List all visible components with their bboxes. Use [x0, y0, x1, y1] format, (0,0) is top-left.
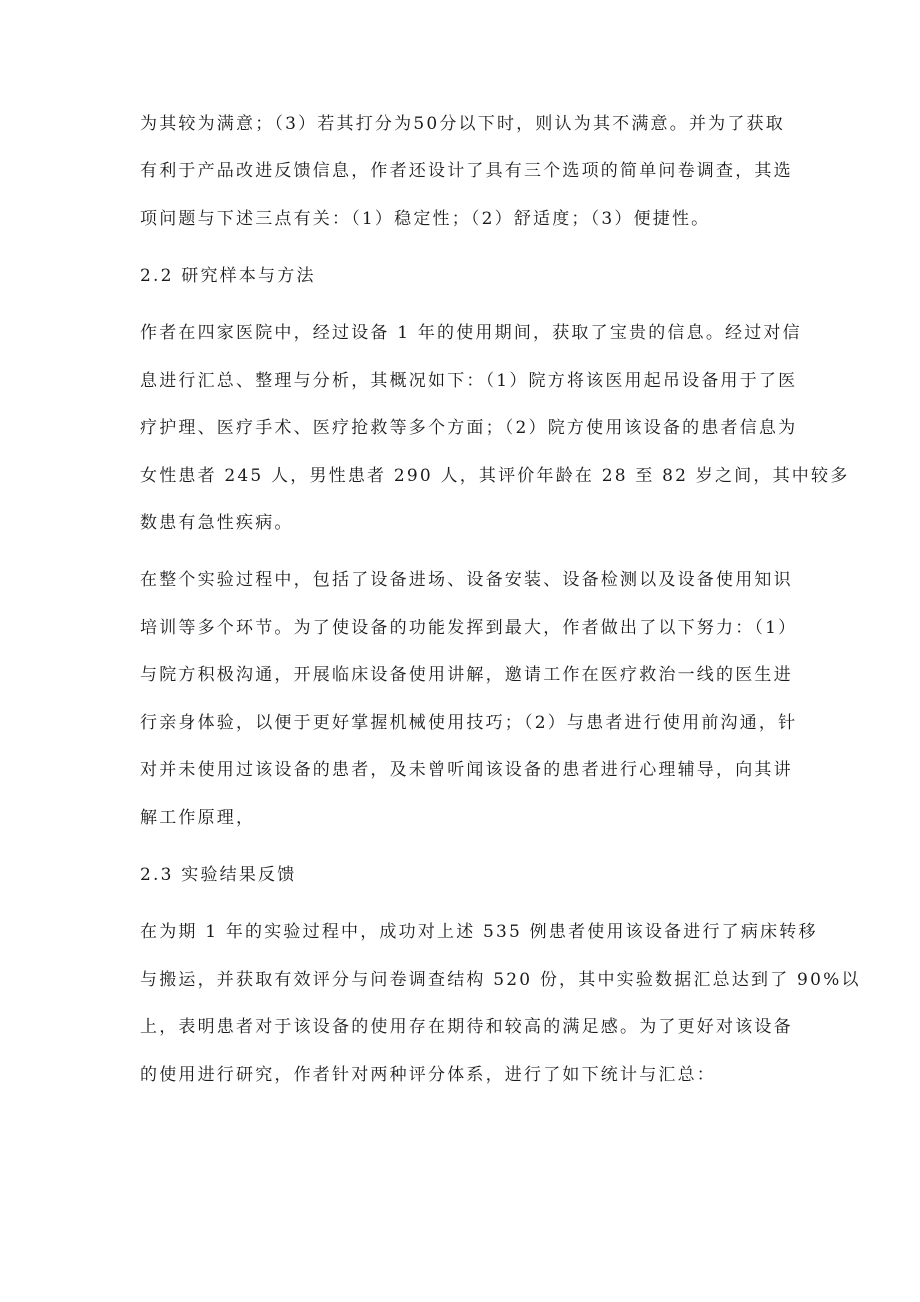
paragraph-line: 有利于产品改进反馈信息，作者还设计了具有三个选项的简单问卷调查，其选 — [140, 161, 793, 181]
paragraph-line: 对并未使用过该设备的患者，及未曾听闻该设备的患者进行心理辅导，向其讲 — [140, 760, 793, 780]
paragraph-line: 在为期 1 年的实验过程中，成功对上述 535 例患者使用该设备进行了病床转移 — [140, 922, 818, 942]
paragraph-line: 女性患者 245 人，男性患者 290 人，其评价年龄在 28 至 82 岁之间，其中较多 — [140, 466, 850, 486]
paragraph-line: 疗护理、医疗手术、医疗抢救等多个方面；（2）院方使用该设备的患者信息为 — [140, 418, 798, 438]
paragraph-line: 息进行汇总、整理与分析，其概况如下：（1）院方将该医用起吊设备用于了医 — [140, 371, 798, 391]
section-heading: 2.2 研究样本与方法 — [140, 266, 316, 286]
paragraph-line: 培训等多个环节。为了使设备的功能发挥到最大，作者做出了以下努力：（1） — [140, 618, 798, 638]
paragraph-line: 解工作原理， — [140, 808, 256, 828]
paragraph-line: 与搬运，并获取有效评分与问卷调查结构 520 份，其中实验数据汇总达到了 90%以 — [140, 970, 861, 990]
paragraph-line: 行亲身体验，以便于更好掌握机械使用技巧；（2）与患者进行使用前沟通，针 — [140, 713, 798, 733]
section-heading: 2.3 实验结果反馈 — [140, 865, 297, 885]
paragraph-line: 上，表明患者对于该设备的使用存在期待和较高的满足感。为了更好对该设备 — [140, 1017, 793, 1037]
paragraph-line: 作者在四家医院中，经过设备 1 年的使用期间，获取了宝贵的信息。经过对信 — [140, 323, 802, 343]
paragraph-line: 项问题与下述三点有关：（1）稳定性；（2）舒适度；（3）便捷性。 — [140, 209, 711, 229]
paragraph-line: 为其较为满意；（3）若其打分为50分以下时，则认为其不满意。并为了获取 — [140, 114, 785, 134]
paragraph-line: 数患有急性疾病。 — [140, 513, 294, 533]
paragraph-line: 在整个实验过程中，包括了设备进场、设备安装、设备检测以及设备使用知识 — [140, 570, 793, 590]
paragraph-line: 与院方积极沟通，开展临床设备使用讲解，邀请工作在医疗救治一线的医生进 — [140, 665, 793, 685]
paragraph-line: 的使用进行研究，作者针对两种评分体系，进行了如下统计与汇总： — [140, 1065, 716, 1085]
